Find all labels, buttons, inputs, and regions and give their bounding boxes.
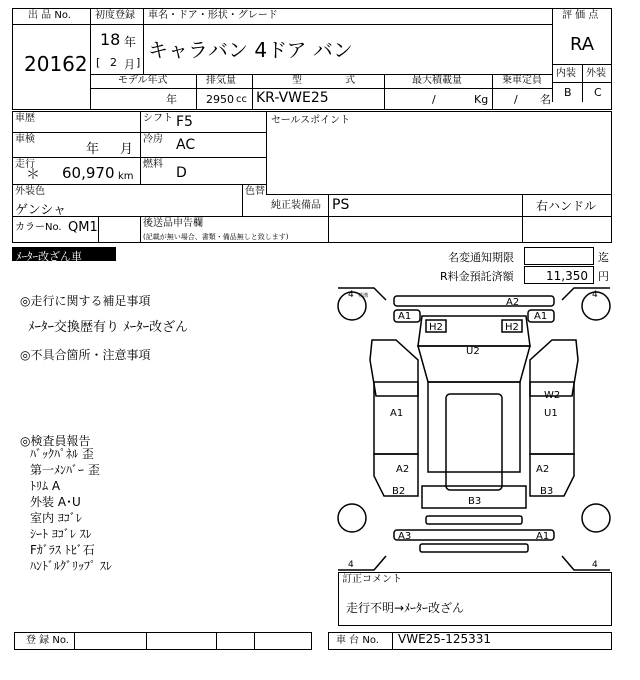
mileage-unit: km (118, 171, 134, 182)
inspector-item: 第一ﾒﾝﾊﾞｰ 歪 (30, 463, 100, 477)
chassis-value: VWE25-125331 (398, 632, 492, 646)
capacity-label: 乗車定員 (502, 75, 542, 86)
post-report-note: (記載が無い場合、書類・備品無しと致します) (143, 233, 289, 241)
reg-no-label: 登 録 No. (26, 635, 69, 646)
inspector-item: ﾊﾞｯｸﾊﾟﾈﾙ 歪 (30, 447, 94, 461)
name-change-unit: 迄 (598, 251, 609, 264)
tire-fl-label: 4 (348, 290, 354, 300)
mark-rear-left-b: B2 (392, 486, 406, 497)
inspection-label: 車検 (15, 134, 35, 145)
mileage-label: 走行 (15, 159, 35, 170)
reg-month: 2 (110, 56, 117, 69)
exterior-label: 外装 (586, 68, 606, 79)
max-load-label: 最大積載量 (412, 75, 462, 86)
inspector-item: 外装 A･U (30, 495, 81, 509)
inspection-year-unit: 年 (86, 142, 100, 157)
post-report-label: 後送品申告欄 (143, 218, 203, 229)
grade-label: 評 価 点 (562, 10, 599, 21)
mark-h2-left: H2 (429, 322, 443, 333)
ac-value: AC (176, 137, 196, 153)
mark-right-door-u: U1 (544, 408, 558, 419)
ext-color-label: 外装色 (15, 186, 45, 197)
ext-color-value: ゲンシャ (15, 203, 67, 218)
max-load-unit: Kg (474, 93, 489, 106)
mark-rear-left-a: A2 (396, 464, 410, 475)
lot-label: 出 品 No. (28, 10, 71, 21)
displacement-label: 排気量 (206, 75, 236, 86)
color-no-value: QM1 (68, 220, 98, 235)
driving-header: ◎走行に関する補足事項 (20, 294, 151, 308)
capacity-unit: 名 (540, 93, 551, 106)
inspector-item: ﾄﾘﾑ A (30, 479, 61, 493)
chassis-label: 車 台 No. (336, 635, 379, 646)
displacement-value: 2950 (206, 93, 234, 106)
car-condition-diagram (336, 286, 612, 572)
inspector-header: ◎検査員報告 (20, 434, 91, 448)
correction-label: 訂正コメント (342, 574, 402, 585)
tire-fl-sub: 残溝 (358, 293, 369, 299)
mark-front-left: A1 (398, 311, 412, 322)
lot-number: 20162 (24, 52, 88, 76)
tamper-banner-text: ﾒｰﾀｰ改ざん車 (16, 250, 82, 263)
equipment-label: 純正装備品 (271, 200, 321, 211)
name-change-label: 名変通知期限 (448, 251, 514, 264)
reg-era-year: 18 (100, 30, 121, 49)
correction-text: 走行不明→ﾒｰﾀｰ改ざん (346, 601, 465, 615)
model-year-label: モデル年式 (118, 75, 168, 86)
fuel-label: 燃料 (143, 159, 163, 170)
sales-points-label: セールスポイント (271, 115, 351, 126)
inspector-item: Fｶﾞﾗｽ ﾄﾋﾞ石 (30, 543, 95, 557)
steering-value: 右ハンドル (536, 199, 597, 213)
capacity-sep: / (514, 93, 518, 106)
vehicle-name: キャラバン 4ドア バン (148, 38, 353, 62)
mark-front-right: A1 (534, 311, 548, 322)
tire-rl-label: 4 (348, 560, 354, 570)
tire-rr-label: 4 (592, 560, 598, 570)
equipment-value: PS (332, 197, 350, 213)
mark-rear-right-a: A2 (536, 464, 550, 475)
year-unit: 年 (124, 35, 137, 49)
recycle-unit: 円 (598, 270, 609, 283)
inspector-item: 室内 ﾖｺﾞﾚ (30, 511, 82, 525)
mark-rear-bumper: A3 (398, 531, 412, 542)
name-label: 車名・ドア・形状・グレード (148, 10, 278, 21)
defects-header: ◎不具合箇所・注意事項 (20, 348, 151, 362)
interior-value: B (564, 86, 572, 99)
inspection-month-unit: 月 (120, 142, 134, 157)
name-change-box (524, 247, 594, 265)
mileage-mark: ＊ (26, 167, 40, 183)
tire-fr-label: 4 (592, 290, 598, 300)
interior-label: 内装 (556, 68, 576, 79)
model-label: 型 式 (292, 75, 356, 86)
mark-back: B3 (468, 496, 482, 507)
exterior-value: C (594, 86, 602, 99)
shift-value: F5 (176, 114, 193, 130)
recycle-amount: 11,350 (546, 269, 588, 283)
mark-right-door-w: W2 (544, 390, 561, 401)
color-change-label: 色替 (245, 186, 265, 197)
max-load-sep: / (432, 93, 436, 106)
month-unit: 月 (124, 58, 135, 71)
mileage-value: 60,970 (62, 164, 115, 182)
mark-roof: U2 (466, 346, 480, 357)
displacement-unit: cc (236, 94, 247, 105)
fuel-value: D (176, 165, 187, 181)
grade-value: RA (570, 34, 595, 55)
mark-front-bumper: A2 (506, 297, 520, 308)
history-label: 車歴 (15, 113, 35, 124)
ac-label: 冷房 (143, 134, 163, 145)
inspector-item: ｼｰﾄ ﾖｺﾞﾚ ｽﾚ (30, 527, 92, 541)
mark-rear-bumper-right: A1 (536, 531, 550, 542)
shift-label: シフト (143, 113, 173, 124)
model-year-unit: 年 (166, 93, 177, 106)
first-reg-label: 初度登録 (95, 10, 135, 21)
mark-left-door: A1 (390, 408, 404, 419)
driving-text: ﾒｰﾀｰ交換歴有り ﾒｰﾀｰ改ざん (28, 320, 189, 335)
mark-h2-right: H2 (505, 322, 519, 333)
mark-rear-right-b: B3 (540, 486, 554, 497)
model-value: KR-VWE25 (256, 90, 329, 106)
recycle-label: R料金預託済額 (440, 270, 514, 283)
color-no-label: カラーNo. (15, 222, 62, 233)
inspector-item: ﾊﾝﾄﾞﾙｸﾞﾘｯﾌﾟ ｽﾚ (30, 559, 112, 573)
